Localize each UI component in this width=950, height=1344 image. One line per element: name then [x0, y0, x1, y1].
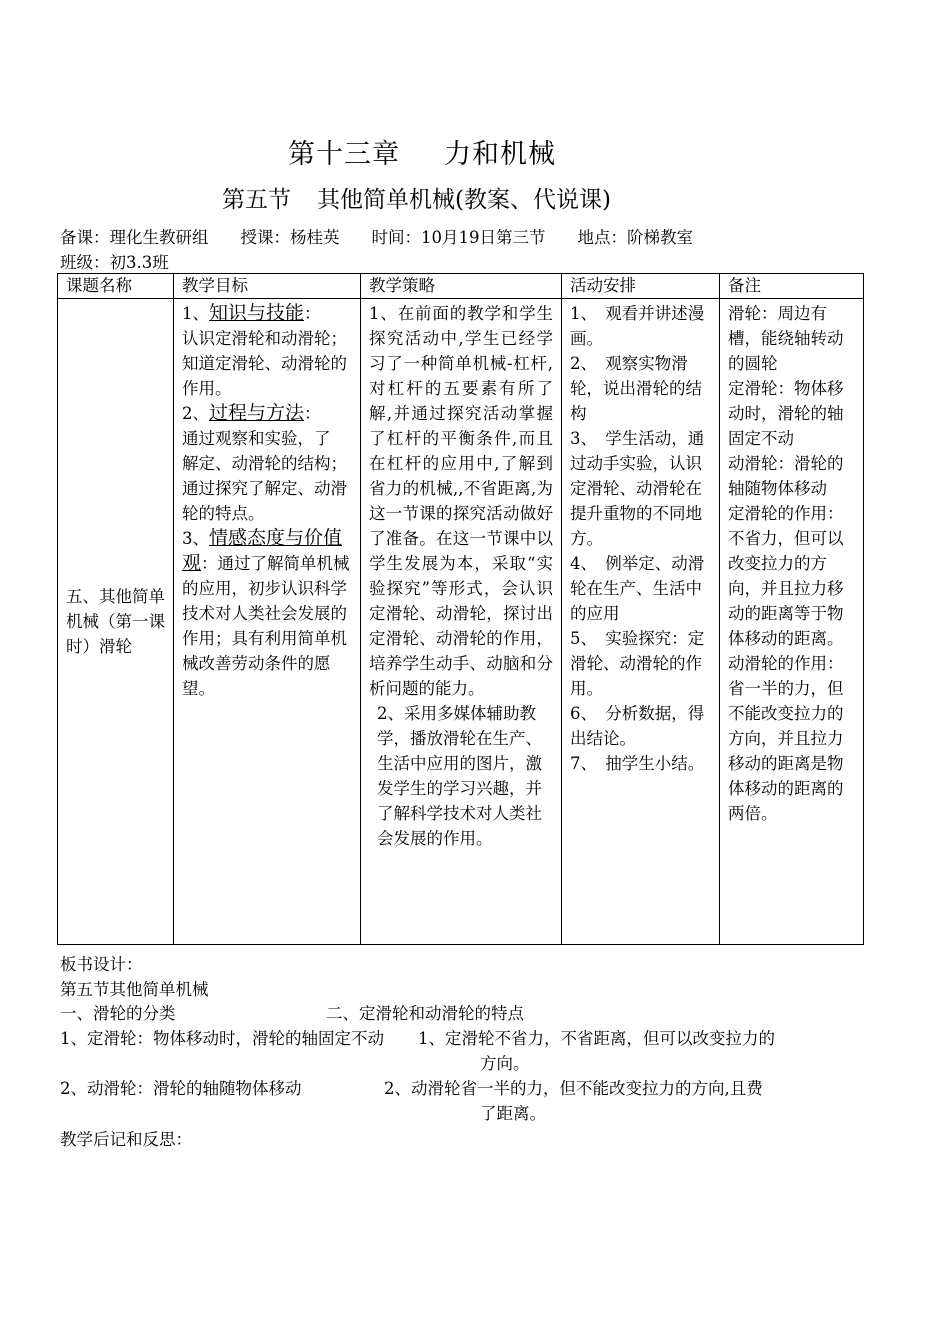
note-item: 定滑轮的作用：不省力，但可以改变拉力的方向，并且拉力移动的距离等于物体移动的距离。: [728, 504, 844, 648]
table-row: [58, 299, 864, 945]
activity-item: 1、 观看并讲述漫画。: [570, 304, 705, 348]
strategy-cell: [361, 299, 562, 945]
note-item: 动滑轮：滑轮的轴随物体移动: [728, 454, 844, 498]
board-left-line-2: 2、动滑轮：滑轮的轴随物体移动: [60, 1079, 302, 1098]
board-right-heading: 二、定滑轮和动滑轮的特点: [326, 1004, 524, 1023]
header-notes: 备注: [720, 274, 864, 299]
notes-cell: [720, 299, 864, 945]
board-section-title: 第五节其他简单机械: [60, 980, 209, 999]
strategy-1: 1、在前面的教学和学生探究活动中,学生已经学习了一种简单机械-杠杆,对杠杆的五要素有所了解,并通过探究活动掌握了杠杆的平衡条件,而且在杠杆的应用中,了解到省力的机械,,不省距离,为这一节课的探究活动做好了准备。在这一节课中以学生发展为本，采取“实验探究”等形式，会认识定滑轮、动滑轮，探讨出定滑轮、动滑轮的作用，培养学生动手、动脑和分析问题的能力。: [369, 304, 553, 698]
board-left-heading: 一、滑轮的分类: [60, 1004, 176, 1023]
goal-2: 2、过程与方法：: [182, 402, 321, 424]
lesson-time: 时间：10月19日第三节: [371, 228, 546, 247]
topic-text: 五、其他简单机械（第一课时）滑轮: [66, 587, 165, 656]
prep-group: 备课：理化生教研组: [60, 228, 209, 247]
strategy-2: 2、采用多媒体辅助教学，播放滑轮在生产、生活中应用的图片，激发学生的学习兴趣，并了解科学技术对人类社会发展的作用。: [377, 704, 542, 848]
activity-item: 5、 实验探究：定滑轮、动滑轮的作用。: [570, 629, 705, 698]
goal-3: 3、情感态度与价值观：通过了解简单机械的应用，初步认识科学技术对人类社会发展的作用；具有利用简单机械改善劳动条件的愿望。: [182, 527, 350, 698]
table-header-row: [58, 274, 864, 299]
header-goals: 教学目标: [174, 274, 361, 299]
goal-2-text: 通过观察和实验，了: [182, 429, 331, 448]
class-label: 班级：初3.3班: [60, 253, 169, 272]
goal-2-text-cont: 解定、动滑轮的结构；通过探究了解定、动滑轮的特点。: [182, 454, 347, 523]
page-title: 第十三章 力和机械: [288, 139, 556, 170]
activity-item: 2、 观察实物滑轮，说出滑轮的结构: [570, 354, 702, 423]
header-activities: 活动安排: [562, 274, 720, 299]
topic-cell: [58, 299, 174, 945]
board-right-line-2: 2、动滑轮省一半的力，但不能改变拉力的方向,且费: [384, 1079, 763, 1098]
note-item: 定滑轮：物体移动时，滑轮的轴固定不动: [728, 379, 844, 448]
activity-item: 4、 例举定、动滑轮在生产、生活中的应用: [570, 554, 705, 623]
location: 地点：阶梯教室: [577, 228, 693, 247]
note-item: 滑轮：周边有槽，能绕轴转动的圆轮: [728, 304, 844, 373]
board-right-line-1: 1、定滑轮不省力，不省距离，但可以改变拉力的: [418, 1029, 775, 1048]
goal-1-text: 认识定滑轮和动滑轮；知道定滑轮、动滑轮的作用。: [182, 329, 347, 398]
section-title: 第五节 其他简单机械(教案、代说课): [222, 187, 611, 213]
lesson-meta: [60, 224, 725, 248]
board-right-line-1-cont: 方向。: [480, 1054, 530, 1073]
activities-cell: [562, 299, 720, 945]
board-design-heading: 板书设计：: [60, 955, 143, 974]
goals-cell: [174, 299, 361, 945]
note-item: 动滑轮的作用：省一半的力，但不能改变拉力的方向，并且拉力移动的距离是物体移动的距离的两倍。: [728, 654, 844, 823]
teacher: 授课：杨桂英: [240, 228, 340, 247]
activity-item: 3、 学生活动，通过动手实验，认识定滑轮、动滑轮在提升重物的不同地方。: [570, 429, 705, 548]
header-topic: 课题名称: [58, 274, 174, 299]
activity-item: 6、 分析数据，得出结论。: [570, 704, 705, 748]
board-right-line-2-cont: 了距离。: [480, 1104, 546, 1123]
board-left-line-1: 1、定滑轮：物体移动时，滑轮的轴固定不动: [60, 1029, 384, 1048]
header-strategy: 教学策略: [361, 274, 562, 299]
activity-item: 7、 抽学生小结。: [570, 754, 705, 773]
reflection-heading: 教学后记和反思：: [60, 1130, 192, 1149]
lesson-plan-table: [57, 273, 864, 945]
goal-1: 1、知识与技能：: [182, 302, 321, 324]
